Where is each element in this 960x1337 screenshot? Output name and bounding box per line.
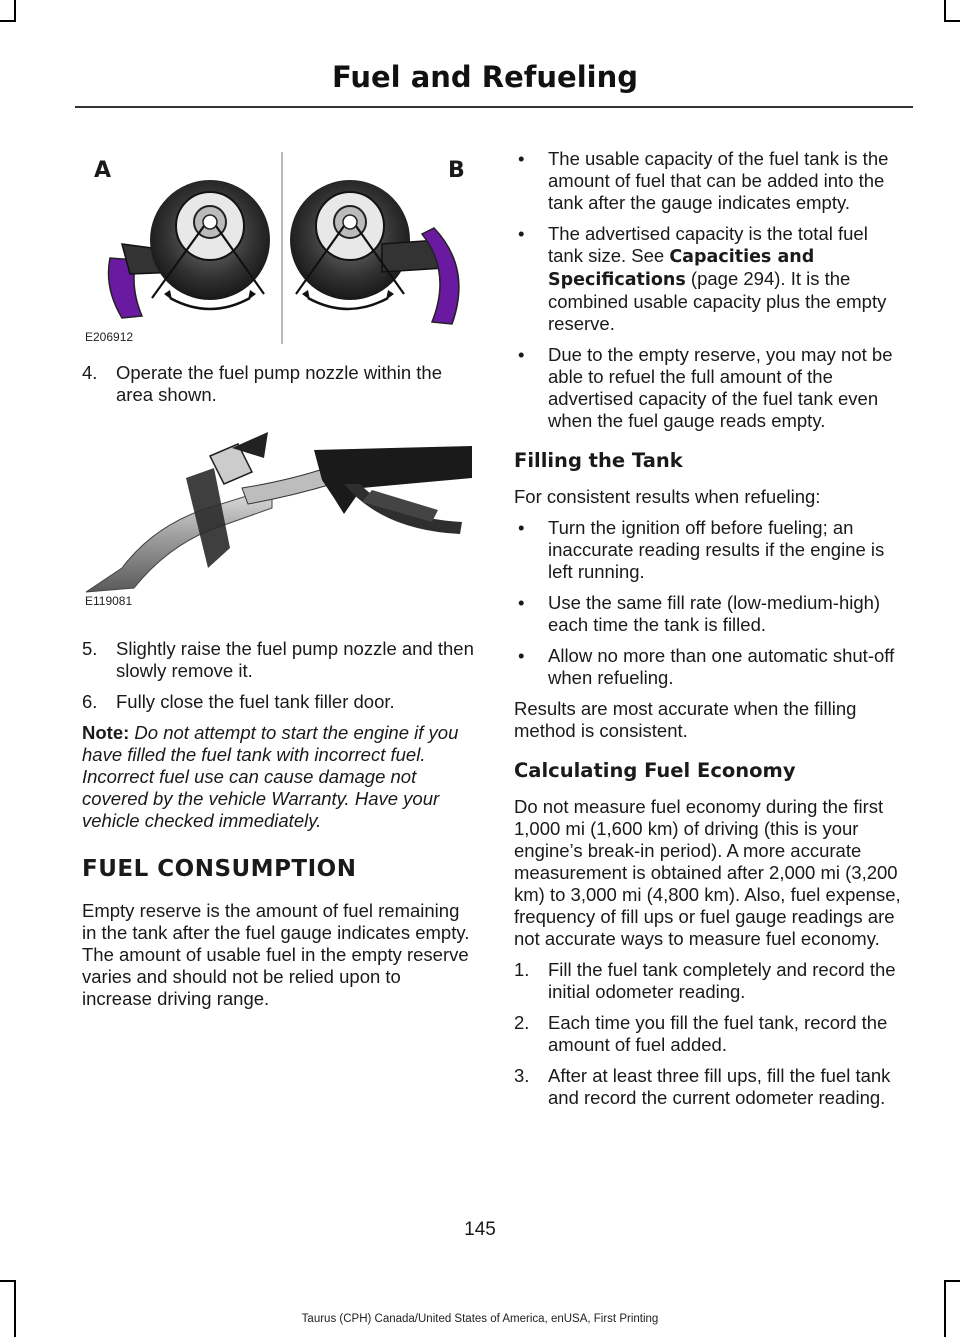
fuel-cap-figure <box>82 148 474 350</box>
note-text: Do not attempt to start the engine if you have filled the fuel tank with incorrect fuel. Incorrect fuel use can cause damage not covered by the vehicle Warranty. Have your vehicle checked immediately. <box>82 722 459 831</box>
step-number: 1. <box>514 959 530 980</box>
step-number: 2. <box>514 1012 530 1033</box>
bullet-icon: • <box>518 344 525 365</box>
bullet-item <box>514 148 906 214</box>
subsection-heading: Calculating Fuel Economy <box>514 759 796 782</box>
cross-reference-link[interactable]: Capacities and Specifications <box>548 247 815 290</box>
step-text: Each time you fill the fuel tank, record the amount of fuel added. <box>548 1012 888 1055</box>
section-heading: FUEL CONSUMPTION <box>82 856 357 882</box>
step-text: Fully close the fuel tank filler door. <box>116 691 395 712</box>
bullet-item <box>514 592 906 636</box>
filler-panel-a <box>109 180 271 318</box>
crop-mark <box>944 1280 960 1282</box>
step-number: 5. <box>82 638 98 659</box>
step-number: 4. <box>82 362 98 383</box>
step-6 <box>82 691 474 713</box>
bullet-item <box>514 645 906 689</box>
bullet-item <box>514 223 906 335</box>
bullet-text: (page 294). It is the combined usable capacity plus the empty reserve. <box>548 268 887 334</box>
crop-mark <box>14 0 16 20</box>
step-5 <box>82 638 474 682</box>
figure-code: E206912 <box>85 330 134 344</box>
paragraph: For consistent results when refueling: <box>514 486 821 507</box>
fuel-nozzle-figure <box>82 418 474 614</box>
step-text: Fill the fuel tank completely and record the initial odometer reading. <box>548 959 896 1002</box>
crop-mark <box>14 1280 16 1337</box>
subsection-heading: Filling the Tank <box>514 449 683 472</box>
bullet-text: Use the same fill rate (low-medium-high) each time the tank is filled. <box>548 592 881 635</box>
note-label: Note: <box>82 722 130 743</box>
bullet-text: Turn the ignition off before fueling; an inaccurate reading results if the engine is left running. <box>548 517 885 582</box>
bullet-text: Allow no more than one automatic shut-off when refueling. <box>548 645 895 688</box>
step-text: Operate the fuel pump nozzle within the area shown. <box>116 362 442 405</box>
crop-mark <box>0 1280 16 1282</box>
filler-panel-b <box>290 180 459 324</box>
step-text: Slightly raise the fuel pump nozzle and then slowly remove it. <box>116 638 474 681</box>
left-column <box>82 148 474 1019</box>
crop-mark <box>944 0 946 20</box>
step-number: 6. <box>82 691 98 712</box>
bullet-item <box>514 344 906 432</box>
crop-mark <box>0 20 16 22</box>
step-number: 3. <box>514 1065 530 1086</box>
step-item <box>514 959 906 1003</box>
figure-label-a: A <box>94 158 112 183</box>
bullet-text: The advertised capacity is the total fuel tank size. See <box>548 223 868 266</box>
fuel-filler-illustration <box>82 148 474 350</box>
bullet-icon: • <box>518 517 525 538</box>
footer: Taurus (CPH) Canada/United States of America, enUSA, First Printing <box>301 1313 659 1325</box>
bullet-icon: • <box>518 592 525 613</box>
step-item <box>514 1012 906 1056</box>
step-item <box>514 1065 906 1109</box>
bullet-icon: • <box>518 645 525 666</box>
note <box>82 722 474 832</box>
bullet-icon: • <box>518 223 525 244</box>
step-4 <box>82 362 474 406</box>
fuel-nozzle-illustration <box>82 418 474 614</box>
paragraph: Results are most accurate when the filling method is consistent. <box>514 698 857 741</box>
page-number: 145 <box>464 1219 496 1240</box>
figure-code: E119081 <box>85 594 133 608</box>
crop-mark <box>944 1280 946 1337</box>
header-rule <box>75 106 913 108</box>
right-column <box>514 148 906 1118</box>
paragraph: Do not measure fuel economy during the first 1,000 mi (1,600 km) of driving (this is your engine’s break-in period). A more accurate measurement is obtained after 2,000 mi (3,200 km) to 3,000 mi (4,800 km). Also, fuel expense, frequency of fill ups or fuel gauge readings are not accurate ways to measure fuel economy. <box>514 796 901 949</box>
figure-label-b: B <box>448 158 465 183</box>
bullet-text: The usable capacity of the fuel tank is the amount of fuel that can be added into the tank after the gauge indicates empty. <box>548 148 889 213</box>
page-title: Fuel and Refueling <box>331 60 638 94</box>
step-text: After at least three fill ups, fill the fuel tank and record the current odometer reading. <box>548 1065 891 1108</box>
bullet-item <box>514 517 906 583</box>
crop-mark <box>944 20 960 22</box>
bullet-text: Due to the empty reserve, you may not be able to refuel the full amount of the advertised capacity of the fuel tank even when the fuel gauge reads empty. <box>548 344 893 431</box>
paragraph: Empty reserve is the amount of fuel remaining in the tank after the fuel gauge indicates empty. The amount of usable fuel in the empty reserve varies and should not be relied upon to increase driving range. <box>82 900 470 1009</box>
bullet-icon: • <box>518 148 525 169</box>
